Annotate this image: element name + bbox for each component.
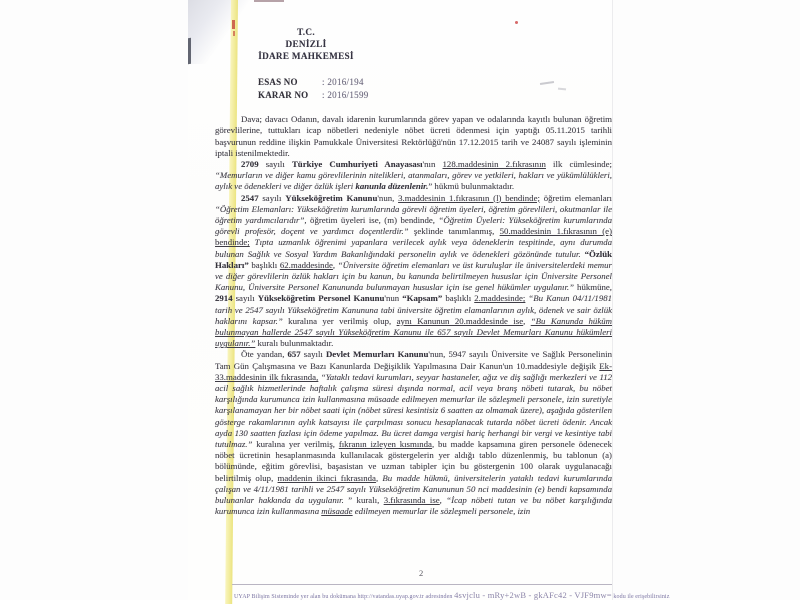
esas-no-label: ESAS NO bbox=[258, 77, 298, 87]
document-body bbox=[215, 0, 612, 518]
court-city: DENİZLİ bbox=[285, 39, 327, 49]
republic-label: T.C. bbox=[297, 27, 315, 37]
case-numbers bbox=[258, 76, 612, 101]
document-page bbox=[188, 0, 670, 600]
footer-url-text: http://vatandas.uyap.gov.tr bbox=[357, 594, 424, 600]
paragraph-anayasa-128: 2709 sayılı Türkiye Cumhuriyeti Anayasası'nın 128.maddesinin 2.fıkrasının ilk cümlesinde; “Memurların ve diğer kamu görevlilerinin nitelikleri, atanmaları, görev ve yetkileri, hakları ve yükümlülükleri, aylık ve ödenekleri ve diğer özlük işleri kanunla düzenlenir.” hükmü bulunmaktadır. bbox=[215, 159, 612, 192]
karar-no-row bbox=[258, 89, 612, 102]
footer-suffix-text: kodu ile erişebilirsiniz bbox=[611, 594, 670, 600]
paragraph-dava-summary: Dava; davacı Odanın, davalı idarenin kurumlarında görev yapan ve odalarında kayıtlı bulunan öğretim görevlilerine, tuttukları icap nöbetleri nedeniyle nöbet ücreti ödenmesi için yaptığı 05.11.2015 tarihli başvurunun reddine ilişkin Pamukkale Üniversitesi Rektörlüğü'nün 17.12.2015 tarih ve 24087 sayılı işleminin iptali istenilmektedir. bbox=[215, 114, 612, 158]
footer-middle-text: adresinden bbox=[423, 594, 455, 600]
footer-access-code: 4svjclu - mRy+2wB - gkAFc42 - VJF9mw= bbox=[454, 590, 612, 600]
page-number: 2 bbox=[419, 568, 424, 578]
page-edge-mark bbox=[188, 38, 191, 65]
paragraph-657-dmk: Öte yandan, 657 sayılı Devlet Memurları Kanunu'nun, 5947 sayılı Üniversite ve Sağlık Personelinin Tam Gün Çalışmasına ve Bazı Kanunlarda Değişiklik Yapılmasına Dair Kanun'un 10.maddesiyle değişik Ek-33.maddesinin ilk fıkrasında, “Yataklı tedavi kurumları, seyyar hastaneler, ağız ve diş sağlığı merkezleri ve 112 acil sağlık hizmetlerinde haftalık çalışma süresi dışında normal, acil veya branş nöbeti tutarak, bu nöbet karşılığında kurumunca izin kullanmasına müsaade edilmeyen memurlar ile sözleşmeli personele, izin suretiyle karşılanamayan her bir nöbet saati için (nöbet süresi kesintisiz 6 saatten az olmamak üzere), aşağıda gösterilen gösterge rakamlarının aylık katsayısı ile çarpılması sonucu hesaplanacak tutarda nöbet ücreti ödenir. Ancak ayda 130 saatten fazlası için ödeme yapılmaz. Bu ücret damga vergisi hariç herhangi bir vergi ve kesintiye tabi tutulmaz.” kuralına yer verilmiş, fıkranın izleyen kısmında, bu madde kapsamına giren personele ödenecek nöbet ücretinin hesaplanmasında kullanılacak göstergelerin yer aldığı tablo düzenlenmiş, bu tablonun (a) bölümünde, eğitim görevlisi, başasistan ve uzman tabipler için bu göstergenin 100 olarak uygulanacağı belirtilmiş olup, maddenin ikinci fıkrasında, Bu madde hükmü, üniversitelerin yataklı tedavi kurumlarında çalışan ve 4/11/1981 tarihli ve 2547 sayılı Yükseköğretim Kanununun 50 nci maddesinin (e) bendi kapsamında bulunanlar hakkında da uygulanır. ” kuralı, 3.fıkrasında ise, “İcap nöbeti tutan ve bu nöbet karşılığında kurumunca izin kullanmasına müsaade edilmeyen memurlar ile sözleşmeli personele, izin bbox=[215, 349, 613, 517]
paragraph-2547-yok-kanunu: 2547 sayılı Yükseköğretim Kanunu'nun, 3.maddesinin 1.fıkrasının (l) bendinde; öğretim elemanları “Öğretim Elemanları: Yükseköğretim kurumlarında görevli öğretim üyeleri, öğretim görevlileri, okutmanlar ile öğretim yardımcılarıdır”, öğretim üyeleri ise, (m) bendinde, “Öğretim Üyeleri: Yükseköğretim kurumlarında görevli profesör, doçent ve yardımcı doçentlerdir.” şeklinde tanımlanmış, 50.maddesinin 1.fıkrasının (e) bendinde; Tıpta uzmanlık öğrenimi yapanlara verilecek aylık veya ödeneklerin tespitinde, aynı durumda bulunan Sağlık ve Sosyal Yardım Bakanlığındaki personelin aylık ve ödenekleri gözönünde tutulur. “Özlük Hakları” başlıklı 62.maddesinde, “Üniversite öğretim elemanları ve üst kuruluşlar ile üniversitelerdeki memur ve diğer görevlilerin özlük hakları için bu kanun, bu kanunda belirtilmeyen hususlar için Üniversite Personel Kanunu, Üniversite Personel Kanununda bulunmayan hususlar için ise genel hükümler uygulanır.” hükmüne, 2914 sayılı Yükseköğretim Personel Kanunu'nun “Kapsam” başlıklı 2.maddesinde; “Bu Kanun 04/11/1981 tarih ve 2547 sayılı Yükseköğretim Kanununa tabi üniversite öğretim elamanlarının aylık, ödenek ve sair özlük haklarını kapsar.” kuralına yer verilmiş olup, aynı Kanunun 20.maddesinde ise, “Bu Kanunda hüküm bulunmayan hallerde 2547 sayılı Yükseköğretim Kanunu ile 657 sayılı Devlet Memurları Kanunu hükümleri uygulanır.” kuralı bulunmaktadır. bbox=[215, 192, 613, 349]
uyap-footer bbox=[234, 585, 670, 603]
karar-no-label: KARAR NO bbox=[258, 89, 309, 100]
paragraph-block bbox=[215, 114, 612, 517]
esas-no-row bbox=[258, 76, 612, 89]
court-name: İDARE MAHKEMESİ bbox=[258, 51, 354, 61]
court-header bbox=[215, 26, 397, 62]
karar-no-value: : 2016/1599 bbox=[322, 89, 369, 100]
esas-no-value: : 2016/194 bbox=[322, 77, 364, 87]
footer-prefix-text: UYAP Bilişim Sisteminde yer alan bu dokümana bbox=[234, 594, 358, 600]
